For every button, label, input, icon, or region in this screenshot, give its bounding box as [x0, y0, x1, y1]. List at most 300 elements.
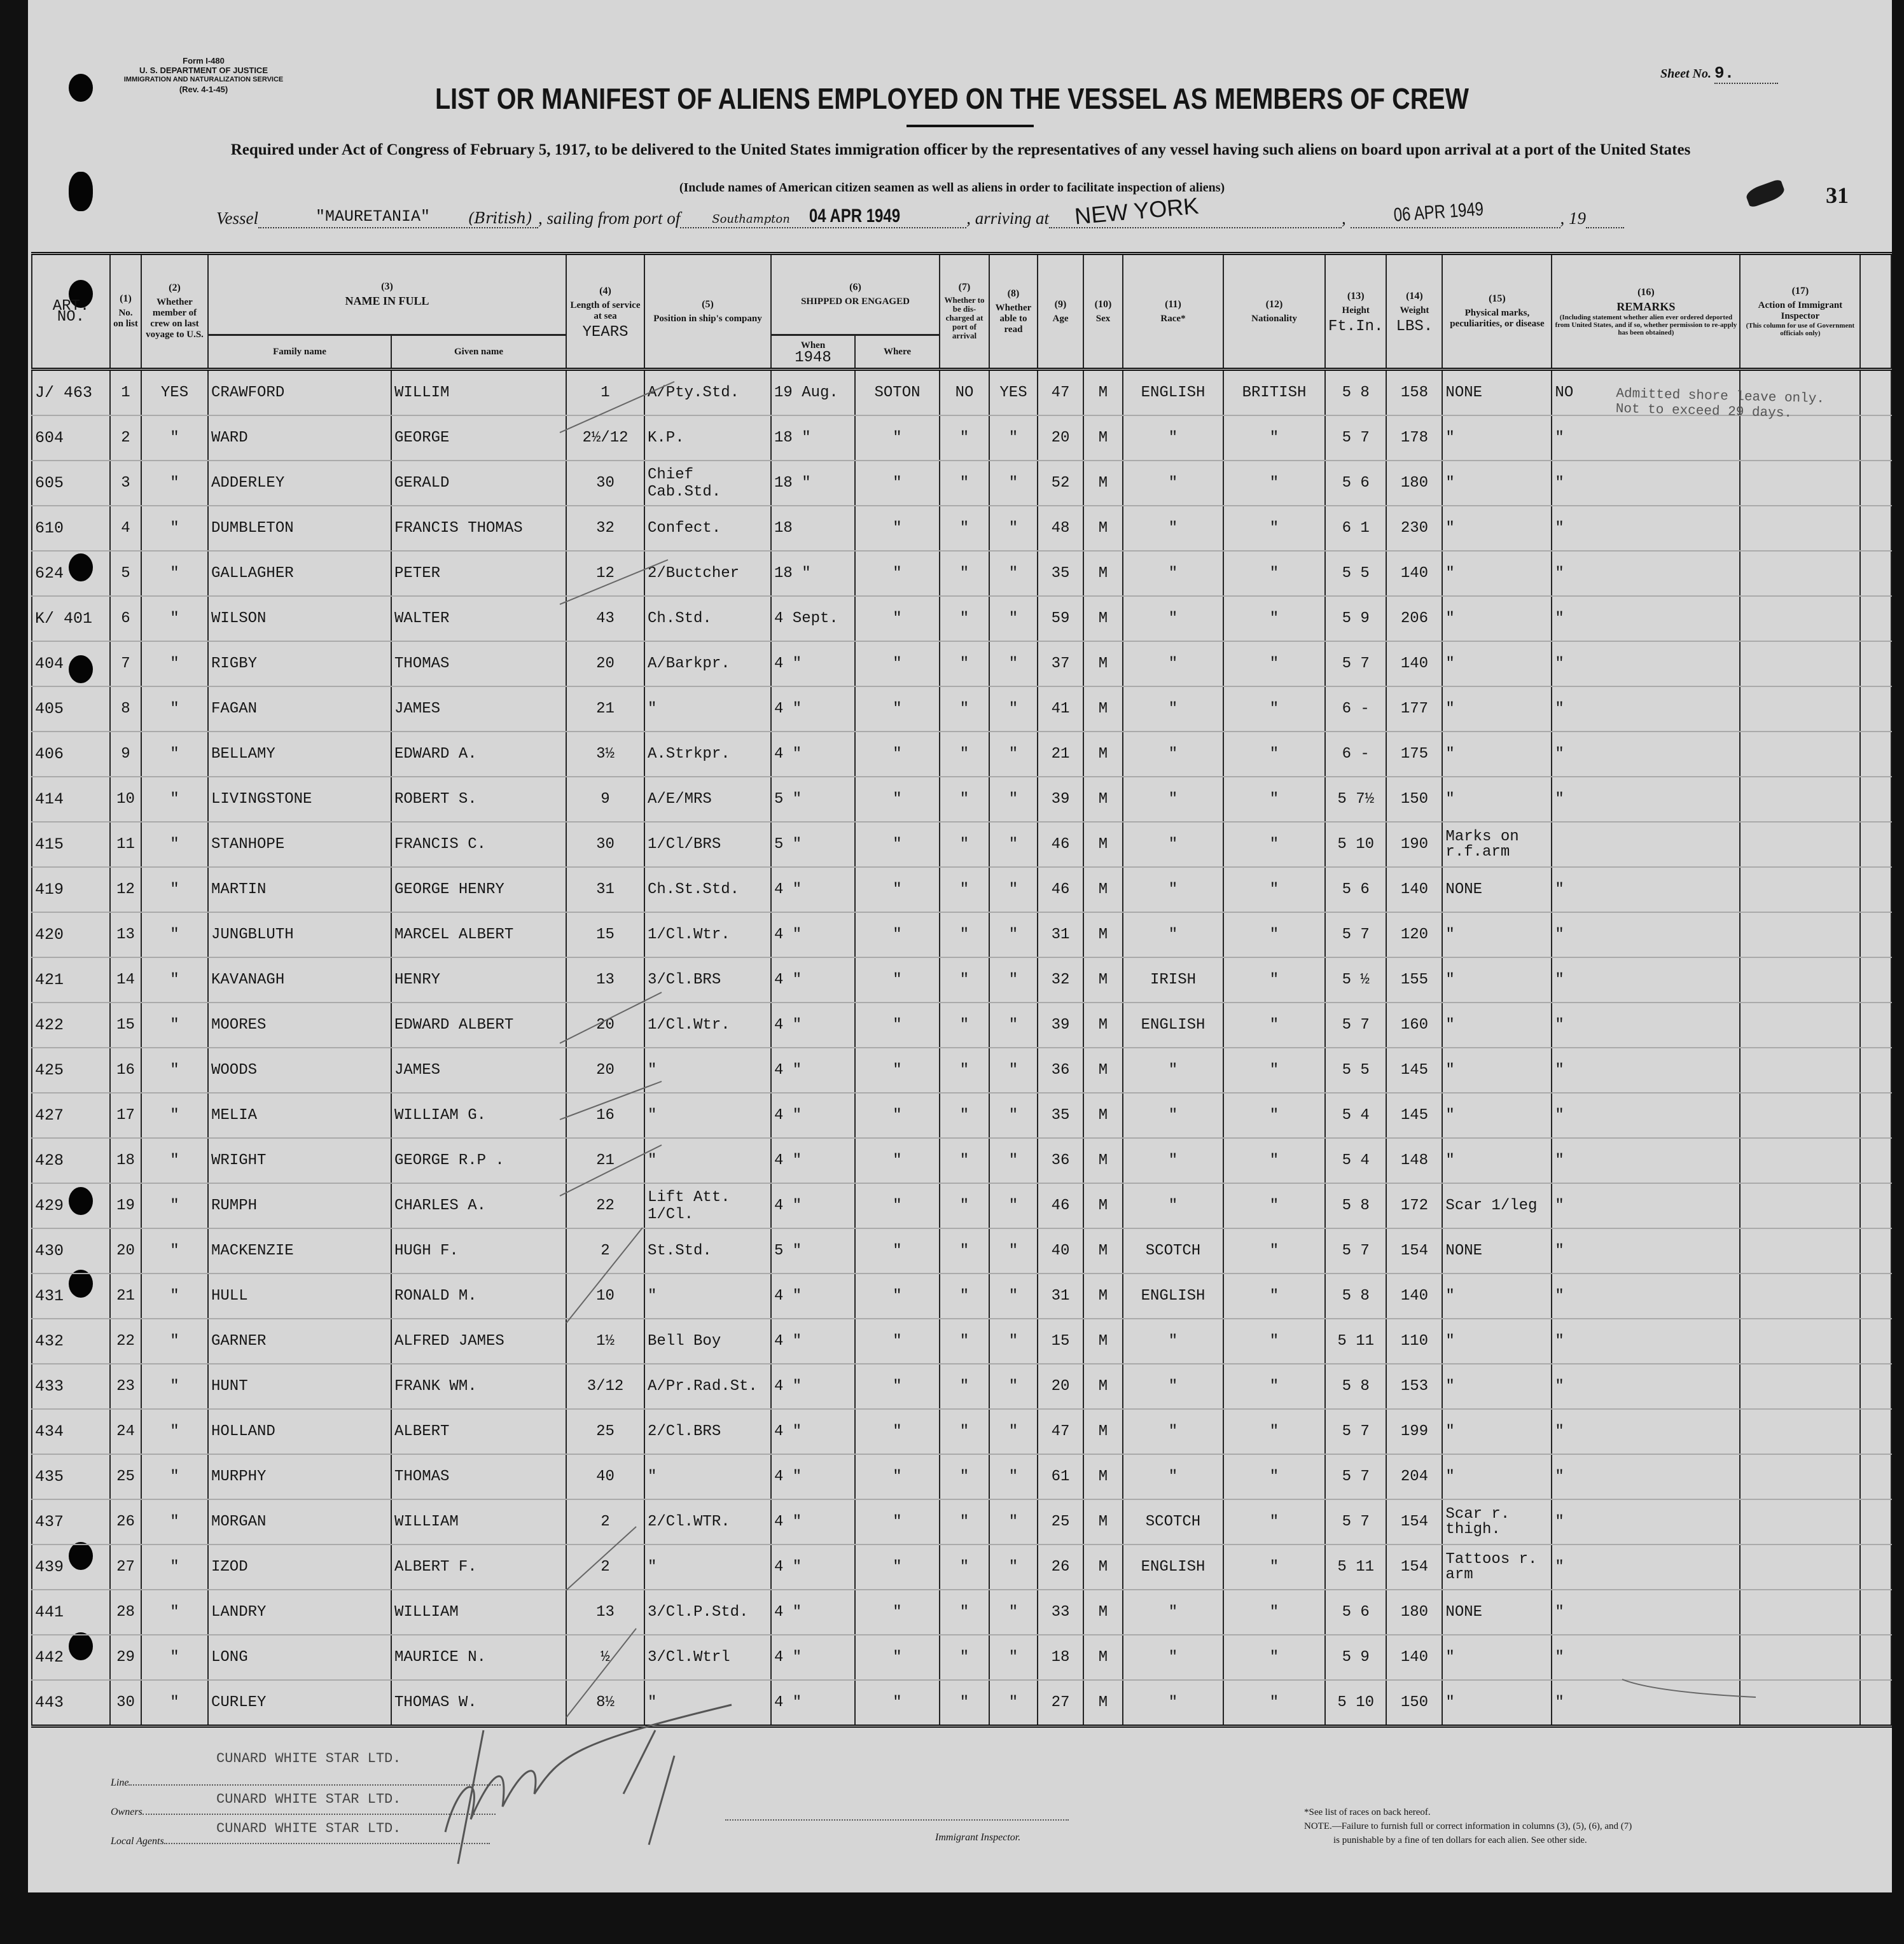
page-title: LIST OR MANIFEST OF ALIENS EMPLOYED ON THE VESSEL AS MEMBERS OF CREW [435, 82, 1469, 115]
cell-crew: YES [141, 370, 208, 416]
header-where: Where [855, 335, 940, 370]
cell-race: " [1123, 1138, 1223, 1183]
cell-sex: M [1083, 867, 1123, 912]
cell-weight: 155 [1386, 957, 1442, 1003]
inspector-signature-line [725, 1819, 1069, 1821]
cell-marks: " [1442, 1274, 1552, 1319]
cell-nationality: " [1223, 1409, 1325, 1454]
cell-where: " [855, 732, 940, 777]
cell-read: " [989, 1319, 1038, 1364]
cell-given: JAMES [391, 1048, 566, 1093]
department: U. S. DEPARTMENT OF JUSTICE [139, 66, 268, 75]
cell-when: 4 " [771, 867, 855, 912]
cell-read: " [989, 1545, 1038, 1590]
cell-crew: " [141, 1680, 208, 1726]
cell-position: 3/Cl.BRS [644, 957, 771, 1003]
cell-marks: " [1442, 957, 1552, 1003]
cell-weight: 145 [1386, 1048, 1442, 1093]
remarks-annotation-line: Not to exceed 29 days. [1615, 401, 1793, 421]
cell-age: 20 [1038, 415, 1083, 461]
cell-age: 59 [1038, 596, 1083, 641]
cell-nationality: " [1223, 957, 1325, 1003]
cell-marks: Marks on r.f.arm [1442, 822, 1552, 867]
cell-given: FRANCIS THOMAS [391, 506, 566, 551]
cell-nationality: " [1223, 867, 1325, 912]
cell-weight: 180 [1386, 461, 1442, 506]
cell-no: 11 [110, 822, 141, 867]
cell-weight: 190 [1386, 822, 1442, 867]
cell-when: 4 " [771, 1590, 855, 1635]
cell-when: 4 " [771, 1274, 855, 1319]
cell-crew: " [141, 1048, 208, 1093]
cell-read: " [989, 1590, 1038, 1635]
cell-age: 41 [1038, 686, 1083, 732]
cell-weight: 154 [1386, 1228, 1442, 1274]
cell-remarks: " [1552, 1093, 1740, 1138]
cell-crew: " [141, 1093, 208, 1138]
cell-height: 5 8 [1325, 1274, 1386, 1319]
cell-art: 624 [32, 551, 110, 596]
cell-given: HENRY [391, 957, 566, 1003]
header-family-name: Family name [208, 335, 391, 370]
cell-read: " [989, 777, 1038, 822]
cell-discharged: " [940, 1680, 989, 1726]
cell-where: " [855, 1635, 940, 1680]
cell-given: ALBERT [391, 1409, 566, 1454]
cell-race: " [1123, 1319, 1223, 1364]
cell-age: 15 [1038, 1319, 1083, 1364]
cell-marks: NONE [1442, 370, 1552, 416]
agents-company [216, 1821, 401, 1836]
cell-where: " [855, 686, 940, 732]
cell-when: 4 " [771, 1499, 855, 1545]
cell-sex: M [1083, 1545, 1123, 1590]
cell-crew: " [141, 1183, 208, 1228]
line-field [111, 1777, 501, 1789]
cell-position: " [644, 1138, 771, 1183]
cell-weight: 140 [1386, 867, 1442, 912]
cell-crew: " [141, 1319, 208, 1364]
cell-length: 21 [566, 1138, 644, 1183]
cell-marks: " [1442, 912, 1552, 957]
cell-marks: " [1442, 1364, 1552, 1409]
include-note: (Include names of American citizen seamen as well as aliens in order to facilitate inspection of aliens) [679, 181, 1225, 195]
cell-sex: M [1083, 732, 1123, 777]
vessel-label: Vessel [216, 209, 258, 228]
cell-given: JAMES [391, 686, 566, 732]
cell-height: 5 7 [1325, 1409, 1386, 1454]
cell-remarks: " [1552, 1364, 1740, 1409]
cell-art: 425 [32, 1048, 110, 1093]
cell-given: RONALD M. [391, 1274, 566, 1319]
cell-height: 5 11 [1325, 1545, 1386, 1590]
cell-marks: " [1442, 641, 1552, 686]
cell-discharged: " [940, 461, 989, 506]
cell-position: Lift Att. 1/Cl. [644, 1183, 771, 1228]
cell-family: LIVINGSTONE [208, 777, 391, 822]
cell-where: " [855, 1319, 940, 1364]
cell-height: 5 8 [1325, 1183, 1386, 1228]
cell-weight: 178 [1386, 415, 1442, 461]
cell-discharged: " [940, 1183, 989, 1228]
cell-art: 610 [32, 506, 110, 551]
cell-race: ENGLISH [1123, 1274, 1223, 1319]
cell-height: 5 5 [1325, 1048, 1386, 1093]
penalty-note: NOTE.—Failure to furnish full or correct information in columns (3), (5), (6), and (7) [1304, 1821, 1632, 1831]
cell-art: 437 [32, 1499, 110, 1545]
cell-no: 10 [110, 777, 141, 822]
cell-race: " [1123, 596, 1223, 641]
cell-height: 5 7 [1325, 1228, 1386, 1274]
cell-position: 1/Cl/BRS [644, 822, 771, 867]
cell-no: 26 [110, 1499, 141, 1545]
vessel-name: "MAURETANIA" [315, 207, 431, 226]
cell-given: EDWARD A. [391, 732, 566, 777]
cell-read: " [989, 1183, 1038, 1228]
cell-race: " [1123, 1364, 1223, 1409]
cell-where: " [855, 867, 940, 912]
cell-height: 5 6 [1325, 867, 1386, 912]
header-art-no: ART. NO. [32, 254, 110, 370]
cell-marks: " [1442, 1409, 1552, 1454]
cell-height: 5 4 [1325, 1138, 1386, 1183]
cell-length: 22 [566, 1183, 644, 1228]
cell-weight: 145 [1386, 1093, 1442, 1138]
arrival-date: 06 APR 1949 [1393, 198, 1484, 226]
cell-marks: " [1442, 1003, 1552, 1048]
cell-position: 1/Cl.Wtr. [644, 1003, 771, 1048]
cell-nationality: " [1223, 1138, 1325, 1183]
cell-nationality: " [1223, 506, 1325, 551]
cell-no: 13 [110, 912, 141, 957]
cell-when: 18 " [771, 461, 855, 506]
cell-art: 431 [32, 1274, 110, 1319]
cell-no: 20 [110, 1228, 141, 1274]
cell-no: 3 [110, 461, 141, 506]
cell-family: MURPHY [208, 1454, 391, 1499]
cell-sex: M [1083, 822, 1123, 867]
cell-length: 20 [566, 641, 644, 686]
cell-discharged: " [940, 1093, 989, 1138]
cell-discharged: " [940, 596, 989, 641]
cell-sex: M [1083, 912, 1123, 957]
cell-family: JUNGBLUTH [208, 912, 391, 957]
cell-age: 39 [1038, 777, 1083, 822]
cell-age: 47 [1038, 370, 1083, 416]
cell-when: 4 " [771, 1409, 855, 1454]
inspector-label: Immigrant Inspector. [935, 1832, 1021, 1843]
cell-read: " [989, 1680, 1038, 1726]
cell-read: " [989, 506, 1038, 551]
cell-age: 46 [1038, 1183, 1083, 1228]
year-label: , 19 [1560, 209, 1587, 228]
cell-discharged: " [940, 641, 989, 686]
cell-race: " [1123, 822, 1223, 867]
cell-where: " [855, 1590, 940, 1635]
cell-where: " [855, 822, 940, 867]
cell-remarks: " [1552, 1319, 1740, 1364]
cell-family: MACKENZIE [208, 1228, 391, 1274]
cell-read: " [989, 1138, 1038, 1183]
cell-given: FRANK WM. [391, 1364, 566, 1409]
cell-no: 16 [110, 1048, 141, 1093]
cell-crew: " [141, 1138, 208, 1183]
cell-read: " [989, 1635, 1038, 1680]
cell-read: " [989, 1093, 1038, 1138]
cell-when: 4 " [771, 1364, 855, 1409]
cell-when: 18 " [771, 551, 855, 596]
cell-race: " [1123, 506, 1223, 551]
cell-crew: " [141, 686, 208, 732]
cell-sex: M [1083, 1003, 1123, 1048]
cell-sex: M [1083, 1048, 1123, 1093]
cell-art: 406 [32, 732, 110, 777]
cell-art: 421 [32, 957, 110, 1003]
cell-crew: " [141, 506, 208, 551]
cell-remarks: " [1552, 732, 1740, 777]
cell-weight: 204 [1386, 1454, 1442, 1499]
cell-no: 1 [110, 370, 141, 416]
cell-remarks: " [1552, 551, 1740, 596]
cell-read: " [989, 1228, 1038, 1274]
cell-height: 5 6 [1325, 461, 1386, 506]
cell-race: " [1123, 1590, 1223, 1635]
cell-family: DUMBLETON [208, 506, 391, 551]
cell-crew: " [141, 957, 208, 1003]
cell-when: 4 " [771, 1545, 855, 1590]
cell-weight: 140 [1386, 1635, 1442, 1680]
cell-given: GEORGE [391, 415, 566, 461]
cell-nationality: " [1223, 1183, 1325, 1228]
cell-position: 2/Cl.WTR. [644, 1499, 771, 1545]
cell-age: 26 [1038, 1545, 1083, 1590]
cell-read: " [989, 1274, 1038, 1319]
races-note: *See list of races on back hereof. [1304, 1807, 1431, 1817]
cell-no: 25 [110, 1454, 141, 1499]
cell-sex: M [1083, 1499, 1123, 1545]
cell-where: " [855, 1364, 940, 1409]
cell-length: 8½ [566, 1680, 644, 1726]
cell-read: " [989, 461, 1038, 506]
cell-position: " [644, 1274, 771, 1319]
cell-when: 4 " [771, 641, 855, 686]
cell-sex: M [1083, 1228, 1123, 1274]
cell-no: 22 [110, 1319, 141, 1364]
cell-family: ADDERLEY [208, 461, 391, 506]
cell-position: " [644, 1093, 771, 1138]
cell-length: 3/12 [566, 1364, 644, 1409]
cell-art: 442 [32, 1635, 110, 1680]
cell-race: " [1123, 551, 1223, 596]
cell-length: 1 [566, 370, 644, 416]
cell-given: GEORGE HENRY [391, 867, 566, 912]
cell-height: 6 1 [1325, 506, 1386, 551]
cell-remarks: " [1552, 1183, 1740, 1228]
cell-no: 7 [110, 641, 141, 686]
cell-read: " [989, 641, 1038, 686]
line-company [216, 1751, 401, 1767]
cell-marks: " [1442, 506, 1552, 551]
remarks-annotation-line: Admitted shore leave only. [1616, 386, 1825, 407]
cell-when: 4 " [771, 1319, 855, 1364]
cell-marks: " [1442, 596, 1552, 641]
cell-race: " [1123, 867, 1223, 912]
cell-crew: " [141, 777, 208, 822]
agents-company-name: CUNARD WHITE STAR LTD. [216, 1821, 401, 1836]
cell-when: 18 [771, 506, 855, 551]
cell-family: CRAWFORD [208, 370, 391, 416]
cell-family: MORGAN [208, 1499, 391, 1545]
header-able-to-read: (8) Whether able to read [989, 254, 1038, 370]
cell-discharged: " [940, 822, 989, 867]
cell-position: A/Barkpr. [644, 641, 771, 686]
cell-discharged: " [940, 1319, 989, 1364]
cell-remarks: " [1552, 641, 1740, 686]
cell-when: 4 " [771, 1183, 855, 1228]
cell-art: 414 [32, 777, 110, 822]
header-remarks: (16) REMARKS (Including statement whether alien ever ordered deported from United States, and if so, whether permission to re-apply has been obtained) [1552, 254, 1740, 370]
cell-crew: " [141, 1454, 208, 1499]
header-position: (5) Position in ship's company [644, 254, 771, 370]
cell-given: WILLIAM [391, 1590, 566, 1635]
cell-height: 5 11 [1325, 1319, 1386, 1364]
cell-no: 17 [110, 1093, 141, 1138]
cell-position: A/Pty.Std. [644, 370, 771, 416]
cell-age: 52 [1038, 461, 1083, 506]
cell-marks: " [1442, 1093, 1552, 1138]
cell-read: " [989, 867, 1038, 912]
cell-position: St.Std. [644, 1228, 771, 1274]
cell-race: " [1123, 415, 1223, 461]
cell-given: THOMAS W. [391, 1680, 566, 1726]
cell-where: " [855, 1499, 940, 1545]
header-inspector-action: (17) Action of Immigrant Inspector (This column for use of Government officials only) [1740, 254, 1860, 370]
cell-nationality: " [1223, 686, 1325, 732]
cell-when: 4 " [771, 1138, 855, 1183]
cell-sex: M [1083, 1364, 1123, 1409]
cell-art: 404 [32, 641, 110, 686]
cell-art: 605 [32, 461, 110, 506]
cell-when: 5 " [771, 1228, 855, 1274]
cell-race: IRISH [1123, 957, 1223, 1003]
port-to: NEW YORK [1073, 192, 1200, 230]
cell-age: 21 [1038, 732, 1083, 777]
cell-race: " [1123, 1183, 1223, 1228]
cell-position: Chief Cab.Std. [644, 461, 771, 506]
cell-height: 5 7 [1325, 641, 1386, 686]
cell-where: " [855, 506, 940, 551]
cell-height: 5 7 [1325, 1454, 1386, 1499]
cell-age: 27 [1038, 1680, 1083, 1726]
cell-family: KAVANAGH [208, 957, 391, 1003]
cell-marks: " [1442, 1454, 1552, 1499]
cell-sex: M [1083, 1183, 1123, 1228]
cell-marks: Scar 1/leg [1442, 1183, 1552, 1228]
cell-remarks: " [1552, 461, 1740, 506]
cell-position: " [644, 686, 771, 732]
cell-sex: M [1083, 1274, 1123, 1319]
cell-family: HOLLAND [208, 1409, 391, 1454]
cell-height: 5 7 [1325, 1003, 1386, 1048]
cell-race: " [1123, 1454, 1223, 1499]
cell-sex: M [1083, 596, 1123, 641]
cell-nationality: " [1223, 1228, 1325, 1274]
cell-height: 5 ½ [1325, 957, 1386, 1003]
cell-length: 9 [566, 777, 644, 822]
cell-family: WRIGHT [208, 1138, 391, 1183]
cell-height: 5 9 [1325, 1635, 1386, 1680]
cell-sex: M [1083, 1138, 1123, 1183]
cell-height: 6 - [1325, 732, 1386, 777]
header-weight: (14) Weight LBS. [1386, 254, 1442, 370]
cell-art: 419 [32, 867, 110, 912]
cell-crew: " [141, 641, 208, 686]
cell-marks: " [1442, 461, 1552, 506]
cell-art: 420 [32, 912, 110, 957]
cell-length: 1½ [566, 1319, 644, 1364]
cell-no: 24 [110, 1409, 141, 1454]
cell-nationality: " [1223, 912, 1325, 957]
cell-discharged: " [940, 1409, 989, 1454]
cell-crew: " [141, 1590, 208, 1635]
cell-read: " [989, 1364, 1038, 1409]
cell-nationality: " [1223, 732, 1325, 777]
cell-family: WILSON [208, 596, 391, 641]
cell-no: 29 [110, 1635, 141, 1680]
cell-age: 61 [1038, 1454, 1083, 1499]
cell-art: 441 [32, 1590, 110, 1635]
cell-when: 19 Aug. [771, 370, 855, 416]
cell-family: MELIA [208, 1093, 391, 1138]
cell-marks: " [1442, 415, 1552, 461]
cell-art: 429 [32, 1183, 110, 1228]
cell-nationality: " [1223, 641, 1325, 686]
cell-nationality: " [1223, 551, 1325, 596]
cell-given: ALFRED JAMES [391, 1319, 566, 1364]
cell-race: " [1123, 1048, 1223, 1093]
cell-crew: " [141, 596, 208, 641]
cell-family: RUMPH [208, 1183, 391, 1228]
cell-remarks: " [1552, 1048, 1740, 1093]
cell-crew: " [141, 1274, 208, 1319]
cell-remarks: " [1552, 1228, 1740, 1274]
cell-read: " [989, 732, 1038, 777]
cell-weight: 148 [1386, 1138, 1442, 1183]
cell-nationality: " [1223, 1499, 1325, 1545]
cell-discharged: " [940, 686, 989, 732]
cell-no: 6 [110, 596, 141, 641]
cell-where: " [855, 641, 940, 686]
cell-nationality: " [1223, 822, 1325, 867]
cell-nationality: " [1223, 415, 1325, 461]
cell-sex: M [1083, 1093, 1123, 1138]
cell-art: 427 [32, 1093, 110, 1138]
cell-length: 13 [566, 957, 644, 1003]
cell-family: LONG [208, 1635, 391, 1680]
header-nationality: (12) Nationality [1223, 254, 1325, 370]
cell-family: WARD [208, 415, 391, 461]
cell-family: CURLEY [208, 1680, 391, 1726]
cell-family: HULL [208, 1274, 391, 1319]
cell-position: K.P. [644, 415, 771, 461]
cell-art: J/ 463 [32, 370, 110, 416]
cell-read: " [989, 415, 1038, 461]
cell-race: " [1123, 912, 1223, 957]
cell-remarks: " [1552, 596, 1740, 641]
cell-where: " [855, 1228, 940, 1274]
corner-number: 31 [1826, 183, 1849, 208]
cell-sex: M [1083, 777, 1123, 822]
